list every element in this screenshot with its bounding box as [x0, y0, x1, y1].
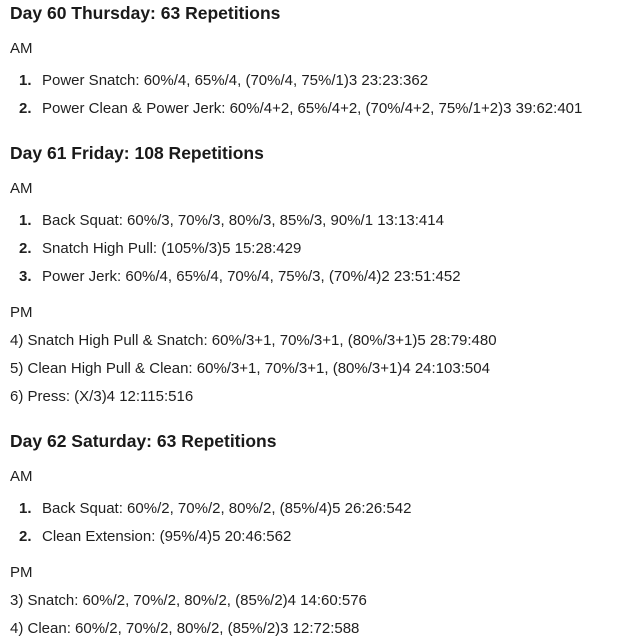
day-62-pm-label: PM — [10, 564, 33, 581]
pm-line: 6) Press: (X/3)4 12:115:516 — [10, 388, 194, 405]
day-61-heading: Day 61 Friday: 108 Repetitions — [10, 143, 264, 163]
day-62-heading: Day 62 Saturday: 63 Repetitions — [10, 431, 277, 451]
list-item: Power Snatch: 60%/4, 65%/4, (70%/4, 75%/1)3 23:23:362 — [42, 72, 429, 89]
list-item-number: 2. — [19, 100, 32, 117]
list-item: Power Jerk: 60%/4, 65%/4, 70%/4, 75%/3, (70%/4)2 23:51:452 — [42, 268, 461, 285]
pm-line: 4) Snatch High Pull & Snatch: 60%/3+1, 70%/3+1, (80%/3+1)5 28:79:480 — [10, 332, 497, 349]
list-item-number: 3. — [19, 268, 32, 285]
list-item: Power Clean & Power Jerk: 60%/4+2, 65%/4+2, (70%/4+2, 75%/1+2)3 39:62:401 — [42, 100, 583, 117]
list-item: Clean Extension: (95%/4)5 20:46:562 — [42, 528, 292, 545]
day-60-am-label: AM — [10, 40, 33, 57]
day-60-heading: Day 60 Thursday: 63 Repetitions — [10, 3, 281, 23]
list-item-number: 1. — [19, 212, 32, 229]
list-item-number: 1. — [19, 500, 32, 517]
list-item: Snatch High Pull: (105%/3)5 15:28:429 — [42, 240, 302, 257]
pm-line: 5) Clean High Pull & Clean: 60%/3+1, 70%/3+1, (80%/3+1)4 24:103:504 — [10, 360, 490, 377]
day-61-pm-label: PM — [10, 304, 33, 321]
list-item: Back Squat: 60%/3, 70%/3, 80%/3, 85%/3, 90%/1 13:13:414 — [42, 212, 444, 229]
pm-line: 3) Snatch: 60%/2, 70%/2, 80%/2, (85%/2)4 14:60:576 — [10, 592, 367, 609]
day-62-am-label: AM — [10, 468, 33, 485]
list-item-number: 1. — [19, 72, 32, 89]
list-item: Back Squat: 60%/2, 70%/2, 80%/2, (85%/4)5 26:26:542 — [42, 500, 412, 517]
pm-line: 4) Clean: 60%/2, 70%/2, 80%/2, (85%/2)3 12:72:588 — [10, 620, 360, 637]
list-item-number: 2. — [19, 528, 32, 545]
list-item-number: 2. — [19, 240, 32, 257]
day-61-am-label: AM — [10, 180, 33, 197]
